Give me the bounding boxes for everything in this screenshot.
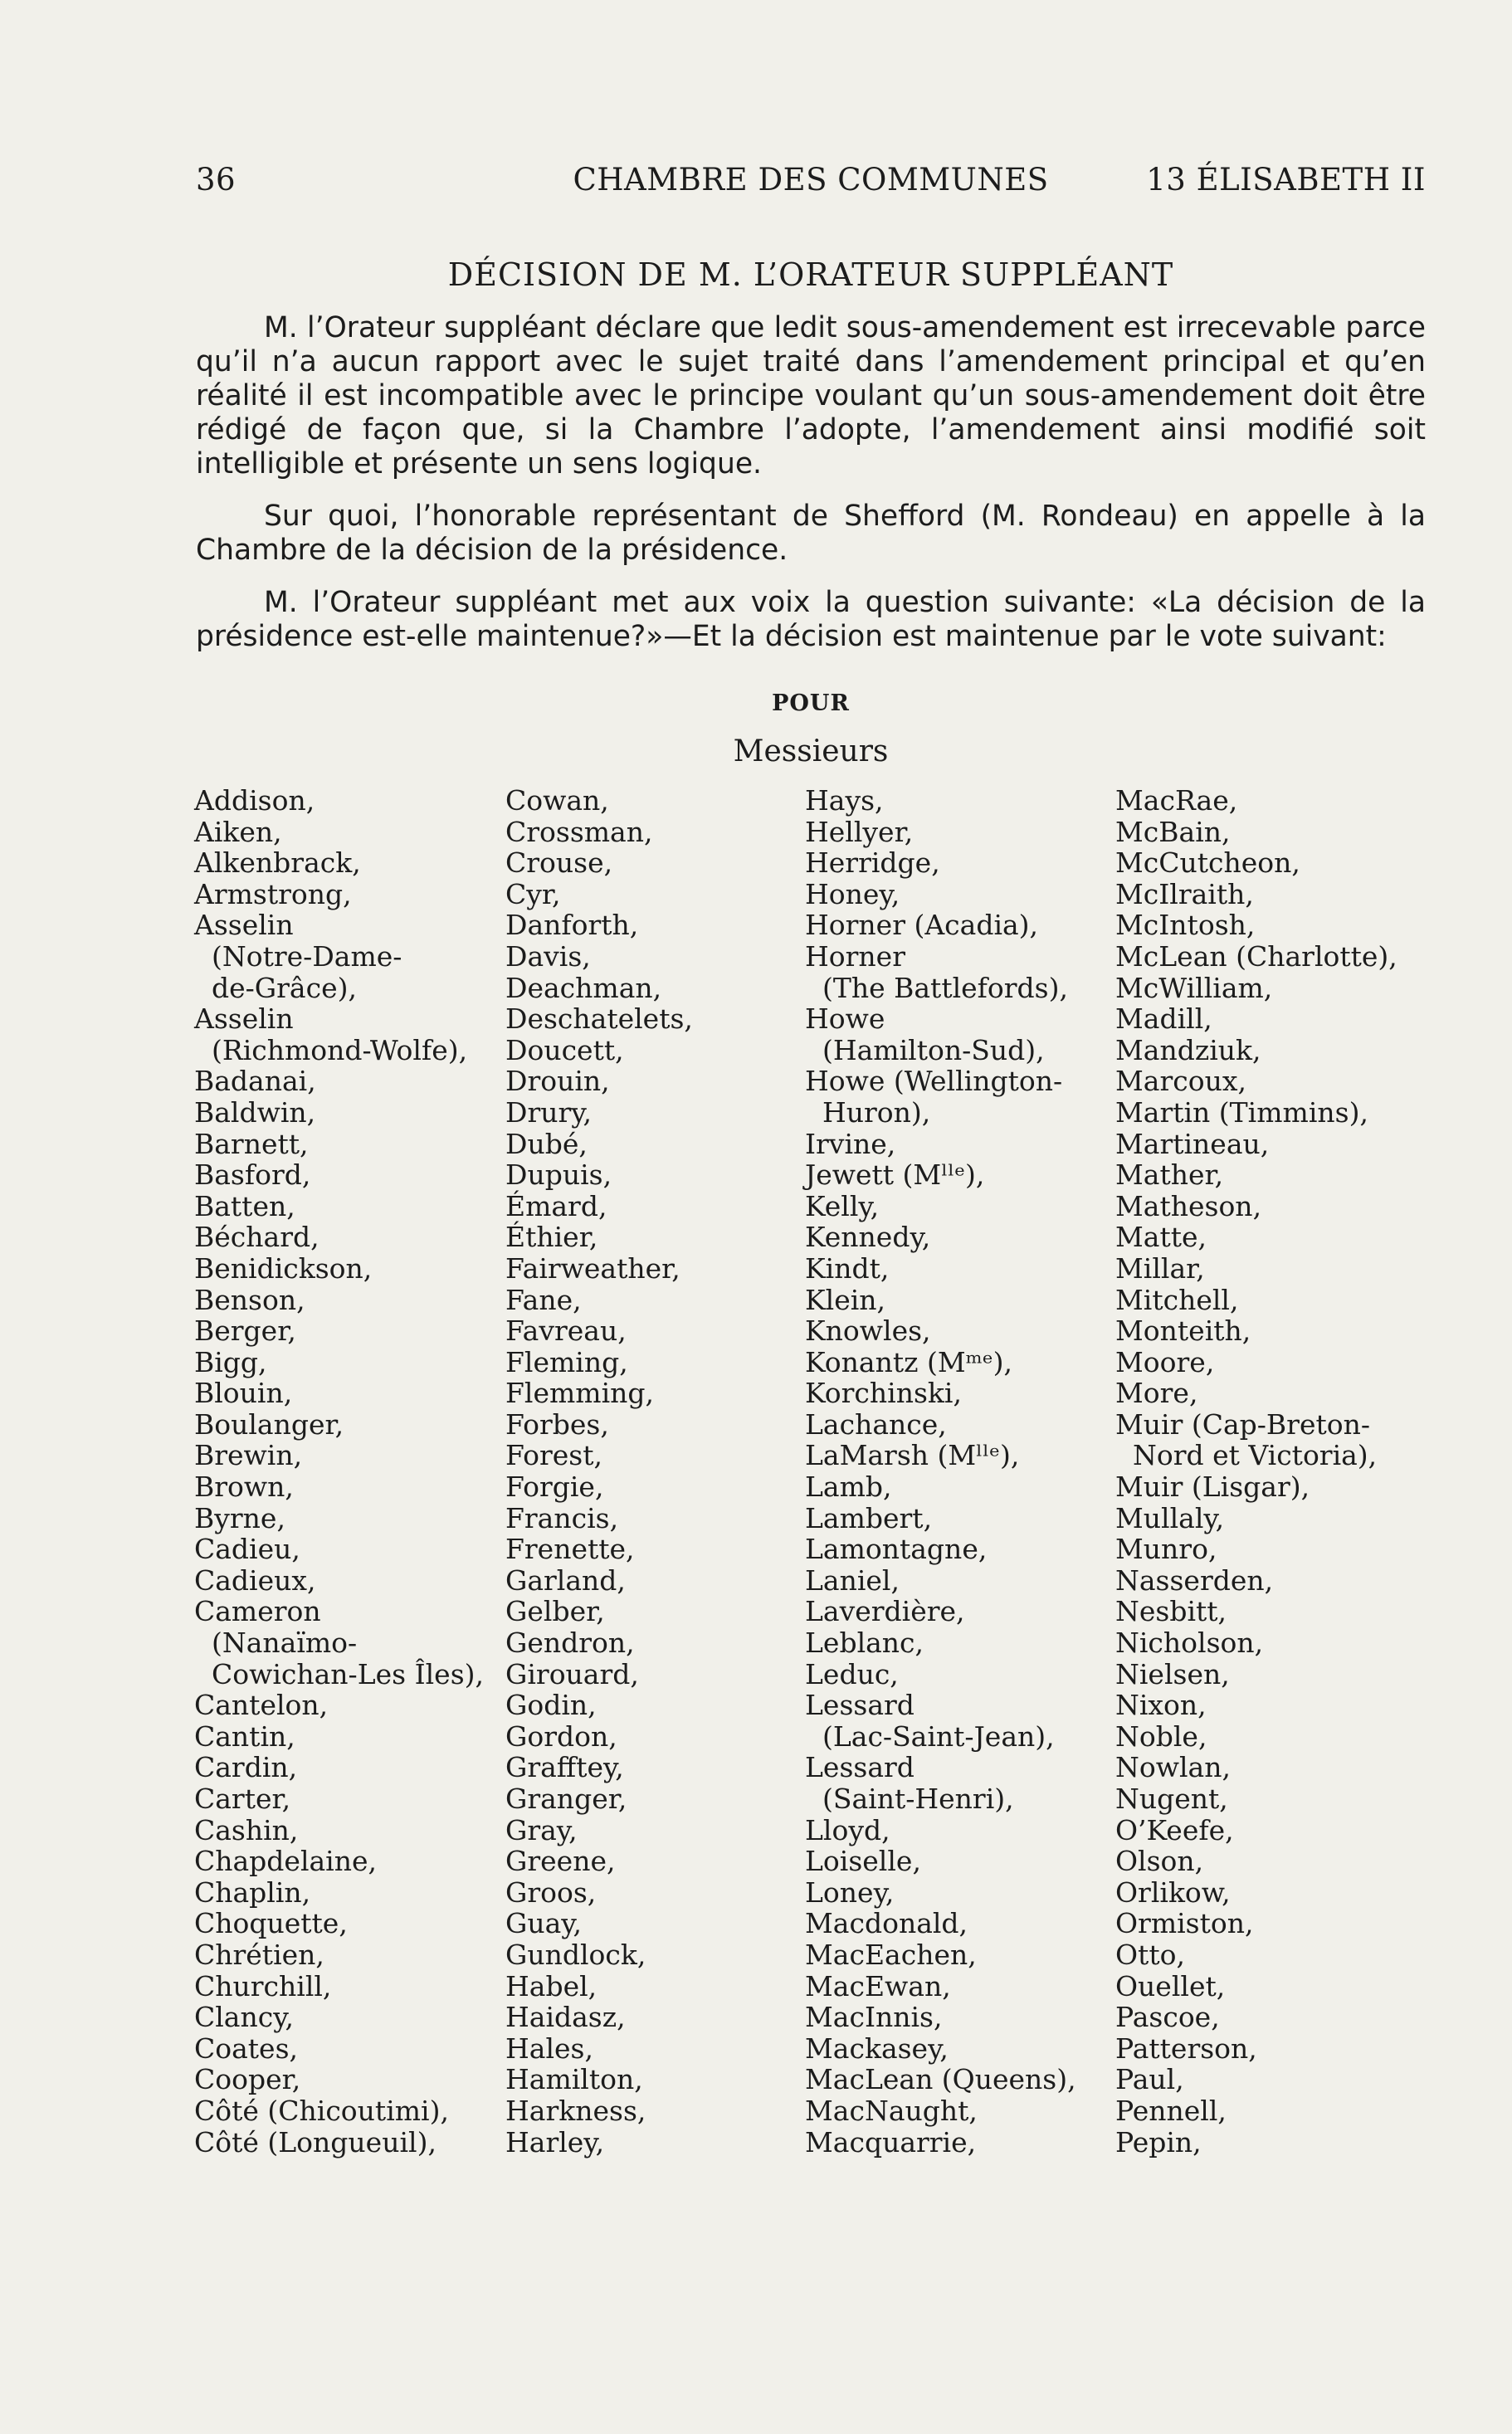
- member-name: Chaplin,: [194, 1875, 311, 1909]
- member-name: Deachman,: [505, 971, 662, 1004]
- member-name: Cowichan-Les Îles),: [194, 1657, 484, 1690]
- member-name: Blouin,: [194, 1377, 293, 1410]
- member-name: Danforth,: [505, 909, 639, 942]
- member-name: Hales,: [505, 2032, 593, 2065]
- member-name: Brown,: [194, 1471, 294, 1504]
- member-name: Loney,: [805, 1875, 895, 1909]
- member-name: Horner (Acadia),: [805, 909, 1039, 942]
- document-page: [196, 162, 1426, 2196]
- member-name: Basford,: [194, 1158, 311, 1192]
- member-name: McCutcheon,: [1115, 846, 1300, 880]
- member-name: Churchill,: [194, 1969, 332, 2002]
- member-name: Côté (Chicoutimi),: [194, 2094, 449, 2127]
- member-name: Crossman,: [505, 815, 653, 848]
- member-name: McBain,: [1115, 815, 1231, 848]
- member-name: Béchard,: [194, 1221, 319, 1254]
- member-name: MacEachen,: [805, 1938, 977, 1971]
- member-name: Irvine,: [805, 1127, 896, 1160]
- member-name: Clancy,: [194, 2001, 294, 2034]
- member-name: Laniel,: [805, 1563, 900, 1597]
- member-name: Hays,: [805, 784, 884, 817]
- member-name: Konantz (Mᵐᵉ),: [805, 1345, 1012, 1378]
- member-name: Baldwin,: [194, 1095, 316, 1129]
- member-name: Ouellet,: [1115, 1969, 1226, 2002]
- member-name: Nasserden,: [1115, 1563, 1274, 1597]
- member-name: Pennell,: [1115, 2094, 1227, 2127]
- member-name: Chrétien,: [194, 1938, 324, 1971]
- member-name: Pepin,: [1115, 2125, 1202, 2158]
- member-name: McWilliam,: [1115, 971, 1273, 1004]
- member-name: Boulanger,: [194, 1407, 344, 1441]
- member-name: Girouard,: [505, 1657, 639, 1690]
- member-name: Leduc,: [805, 1657, 899, 1690]
- member-name: Nixon,: [1115, 1689, 1207, 1722]
- member-name: O’Keefe,: [1115, 1813, 1234, 1846]
- section-title: DÉCISION DE M. L’ORATEUR SUPPLÉANT: [447, 256, 1174, 293]
- member-name: Matheson,: [1115, 1189, 1262, 1222]
- member-name: McIntosh,: [1115, 909, 1256, 942]
- member-name: Martin (Timmins),: [1115, 1095, 1368, 1129]
- member-name: Haidasz,: [505, 2001, 626, 2034]
- member-name: Cadieux,: [194, 1563, 316, 1597]
- member-name: Benson,: [194, 1283, 305, 1316]
- member-name: Knowles,: [805, 1315, 931, 1348]
- member-name: Mackasey,: [805, 2032, 949, 2065]
- member-name: Cameron: [194, 1595, 321, 1628]
- member-name: Armstrong,: [194, 877, 352, 910]
- member-name: Cyr,: [505, 877, 561, 910]
- member-name: McIlraith,: [1115, 877, 1254, 910]
- member-name: Olson,: [1115, 1845, 1204, 1878]
- member-name: Patterson,: [1115, 2032, 1257, 2065]
- member-name: Lloyd,: [805, 1813, 890, 1846]
- member-name: Munro,: [1115, 1533, 1217, 1566]
- member-name: Jewett (Mˡˡᵉ),: [805, 1158, 985, 1192]
- member-name: Bigg,: [194, 1345, 267, 1378]
- member-name: Fleming,: [505, 1345, 628, 1378]
- member-name: Badanai,: [194, 1065, 316, 1098]
- member-name: Ormiston,: [1115, 1907, 1254, 1940]
- member-name: McLean (Charlotte),: [1115, 939, 1397, 973]
- member-name: Asselin: [194, 909, 294, 942]
- member-name: Horner: [805, 939, 905, 973]
- member-name: Lachance,: [805, 1407, 947, 1441]
- member-name: Barnett,: [194, 1127, 309, 1160]
- member-name: Benidickson,: [194, 1251, 373, 1285]
- member-name: Drury,: [505, 1095, 593, 1129]
- member-name: Forbes,: [505, 1407, 609, 1441]
- members-list: [196, 785, 1426, 2196]
- member-name: Cardin,: [194, 1751, 298, 1784]
- member-name: Lamb,: [805, 1471, 892, 1504]
- member-name: Harley,: [505, 2125, 605, 2158]
- member-name: Moore,: [1115, 1345, 1215, 1378]
- member-name: Cashin,: [194, 1813, 299, 1846]
- member-name: Matte,: [1115, 1221, 1207, 1254]
- member-name: Francis,: [505, 1501, 619, 1534]
- member-name: Greene,: [505, 1845, 616, 1878]
- member-name: Garland,: [505, 1563, 626, 1597]
- member-name: More,: [1115, 1377, 1198, 1410]
- member-name: Drouin,: [505, 1065, 610, 1098]
- header-regnal-year: 13 ÉLISABETH II: [1146, 162, 1426, 198]
- member-name: Alkenbrack,: [194, 846, 361, 880]
- member-name: Granger,: [505, 1783, 627, 1815]
- member-name: Cantelon,: [194, 1689, 329, 1722]
- member-name: Paul,: [1115, 2063, 1184, 2096]
- page-number: 36: [196, 162, 237, 198]
- member-name: Dubé,: [505, 1127, 588, 1160]
- member-name: Cantin,: [194, 1719, 295, 1753]
- member-name: Loiselle,: [805, 1845, 921, 1878]
- member-name: Kelly,: [805, 1189, 880, 1222]
- running-header: [196, 162, 1426, 205]
- member-name: Orlikow,: [1115, 1875, 1231, 1909]
- member-name: Nowlan,: [1115, 1751, 1231, 1784]
- member-name: Honey,: [805, 877, 900, 910]
- member-name: Korchinski,: [805, 1377, 962, 1410]
- member-name: Madill,: [1115, 1002, 1212, 1036]
- member-name: MacNaught,: [805, 2094, 978, 2127]
- member-name: Martineau,: [1115, 1127, 1270, 1160]
- paragraph-decision: M. l’Orateur suppléant déclare que ledit sous-amendement est irrecevable parce qu’il n’a aucun rapport avec le sujet traité dans l’amendement principal et qu’en réalité il est incompatible avec le principe voulant qu’un sous-amendement doit être rédigé de façon que, si la Chambre l’adopte, l’amendement ainsi modifié soit intelligible et présente un sens logique.: [196, 311, 1426, 480]
- member-name: Lessard: [805, 1689, 915, 1722]
- member-name: Noble,: [1115, 1719, 1207, 1753]
- member-name: Huron),: [805, 1095, 931, 1129]
- member-name: MacEwan,: [805, 1969, 951, 2002]
- member-name: Nesbitt,: [1115, 1595, 1227, 1628]
- member-name: Gendron,: [505, 1627, 635, 1660]
- member-name: Nielsen,: [1115, 1657, 1230, 1690]
- member-name: Nugent,: [1115, 1783, 1228, 1815]
- member-name: Howe (Wellington-: [805, 1065, 1063, 1098]
- member-name: de-Grâce),: [194, 971, 357, 1004]
- member-name: Forgie,: [505, 1471, 604, 1504]
- member-name: Chapdelaine,: [194, 1845, 378, 1878]
- member-name: (Nanaïmo-: [194, 1627, 358, 1660]
- member-name: Hamilton,: [505, 2063, 643, 2096]
- header-title: CHAMBRE DES COMMUNES: [573, 162, 1049, 198]
- vote-subheading: Messieurs: [733, 734, 889, 768]
- member-name: Flemming,: [505, 1377, 654, 1410]
- member-name: Otto,: [1115, 1938, 1185, 1971]
- member-name: (Hamilton-Sud),: [805, 1033, 1045, 1066]
- member-name: Gelber,: [505, 1595, 605, 1628]
- member-name: Lambert,: [805, 1501, 933, 1534]
- member-name: Habel,: [505, 1969, 597, 2002]
- member-name: Choquette,: [194, 1907, 348, 1940]
- member-name: Guay,: [505, 1907, 583, 1940]
- member-name: Muir (Lisgar),: [1115, 1471, 1310, 1504]
- member-name: Cadieu,: [194, 1533, 300, 1566]
- member-name: Deschatelets,: [505, 1002, 693, 1036]
- members-column-4: [1115, 785, 1397, 2158]
- member-name: (The Battlefords),: [805, 971, 1068, 1004]
- member-name: Éthier,: [505, 1221, 598, 1254]
- member-name: Grafftey,: [505, 1751, 624, 1784]
- member-name: Lamontagne,: [805, 1533, 988, 1566]
- member-name: Harkness,: [505, 2094, 646, 2127]
- member-name: Leblanc,: [805, 1627, 924, 1660]
- paragraph-vote-question: M. l’Orateur suppléant met aux voix la question suivante: «La décision de la présidence est-elle maintenue?»—Et la décision est maintenue par le vote suivant:: [196, 586, 1426, 653]
- member-name: Aiken,: [194, 815, 282, 848]
- member-name: Berger,: [194, 1315, 296, 1348]
- members-column-2: [505, 785, 693, 2158]
- member-name: Carter,: [194, 1783, 291, 1815]
- member-name: MacLean (Queens),: [805, 2063, 1076, 2096]
- member-name: LaMarsh (Mˡˡᵉ),: [805, 1439, 1020, 1472]
- members-column-3: [805, 785, 1076, 2158]
- member-name: Macquarrie,: [805, 2125, 977, 2158]
- member-name: Émard,: [505, 1189, 607, 1222]
- member-name: MacInnis,: [805, 2001, 943, 2034]
- member-name: Marcoux,: [1115, 1065, 1246, 1098]
- member-name: Howe: [805, 1002, 885, 1036]
- member-name: Nicholson,: [1115, 1627, 1264, 1660]
- member-name: Doucett,: [505, 1033, 624, 1066]
- member-name: Mitchell,: [1115, 1283, 1239, 1316]
- member-name: Pascoe,: [1115, 2001, 1220, 2034]
- member-name: Brewin,: [194, 1439, 303, 1472]
- member-name: Forest,: [505, 1439, 602, 1472]
- member-name: Kindt,: [805, 1251, 890, 1285]
- member-name: Laverdière,: [805, 1595, 965, 1628]
- member-name: Gundlock,: [505, 1938, 646, 1971]
- member-name: (Lac-Saint-Jean),: [805, 1719, 1055, 1753]
- member-name: Klein,: [805, 1283, 886, 1316]
- member-name: Monteith,: [1115, 1315, 1251, 1348]
- member-name: (Notre-Dame-: [194, 939, 402, 973]
- member-name: Cooper,: [194, 2063, 301, 2096]
- member-name: Cowan,: [505, 784, 609, 817]
- member-name: Asselin: [194, 1002, 294, 1036]
- member-name: Crouse,: [505, 846, 613, 880]
- member-name: Gordon,: [505, 1719, 617, 1753]
- member-name: Godin,: [505, 1689, 597, 1722]
- member-name: Frenette,: [505, 1533, 635, 1566]
- member-name: MacRae,: [1115, 784, 1238, 817]
- member-name: Favreau,: [505, 1315, 627, 1348]
- member-name: Coates,: [194, 2032, 299, 2065]
- member-name: Mullaly,: [1115, 1501, 1225, 1534]
- member-name: Muir (Cap-Breton-: [1115, 1407, 1371, 1441]
- member-name: (Richmond-Wolfe),: [194, 1033, 468, 1066]
- member-name: Mather,: [1115, 1158, 1224, 1192]
- member-name: Batten,: [194, 1189, 295, 1222]
- member-name: Nord et Victoria),: [1115, 1439, 1378, 1472]
- member-name: Hellyer,: [805, 815, 914, 848]
- member-name: Macdonald,: [805, 1907, 968, 1940]
- member-name: (Saint-Henri),: [805, 1783, 1014, 1815]
- member-name: Kennedy,: [805, 1221, 931, 1254]
- member-name: Dupuis,: [505, 1158, 612, 1192]
- member-name: Gray,: [505, 1813, 578, 1846]
- member-name: Lessard: [805, 1751, 915, 1784]
- member-name: Fairweather,: [505, 1251, 680, 1285]
- paragraph-appeal: Sur quoi, l’honorable représentant de Shefford (M. Rondeau) en appelle à la Chambre de la décision de la présidence.: [196, 500, 1426, 567]
- vote-heading: POUR: [772, 690, 850, 716]
- member-name: Addison,: [194, 784, 315, 817]
- member-name: Mandziuk,: [1115, 1033, 1261, 1066]
- member-name: Fane,: [505, 1283, 582, 1316]
- member-name: Davis,: [505, 939, 591, 973]
- member-name: Byrne,: [194, 1501, 285, 1534]
- member-name: Herridge,: [805, 846, 940, 880]
- member-name: Côté (Longueuil),: [194, 2125, 437, 2158]
- members-column-1: [194, 785, 484, 2158]
- member-name: Millar,: [1115, 1251, 1205, 1285]
- member-name: Groos,: [505, 1875, 597, 1909]
